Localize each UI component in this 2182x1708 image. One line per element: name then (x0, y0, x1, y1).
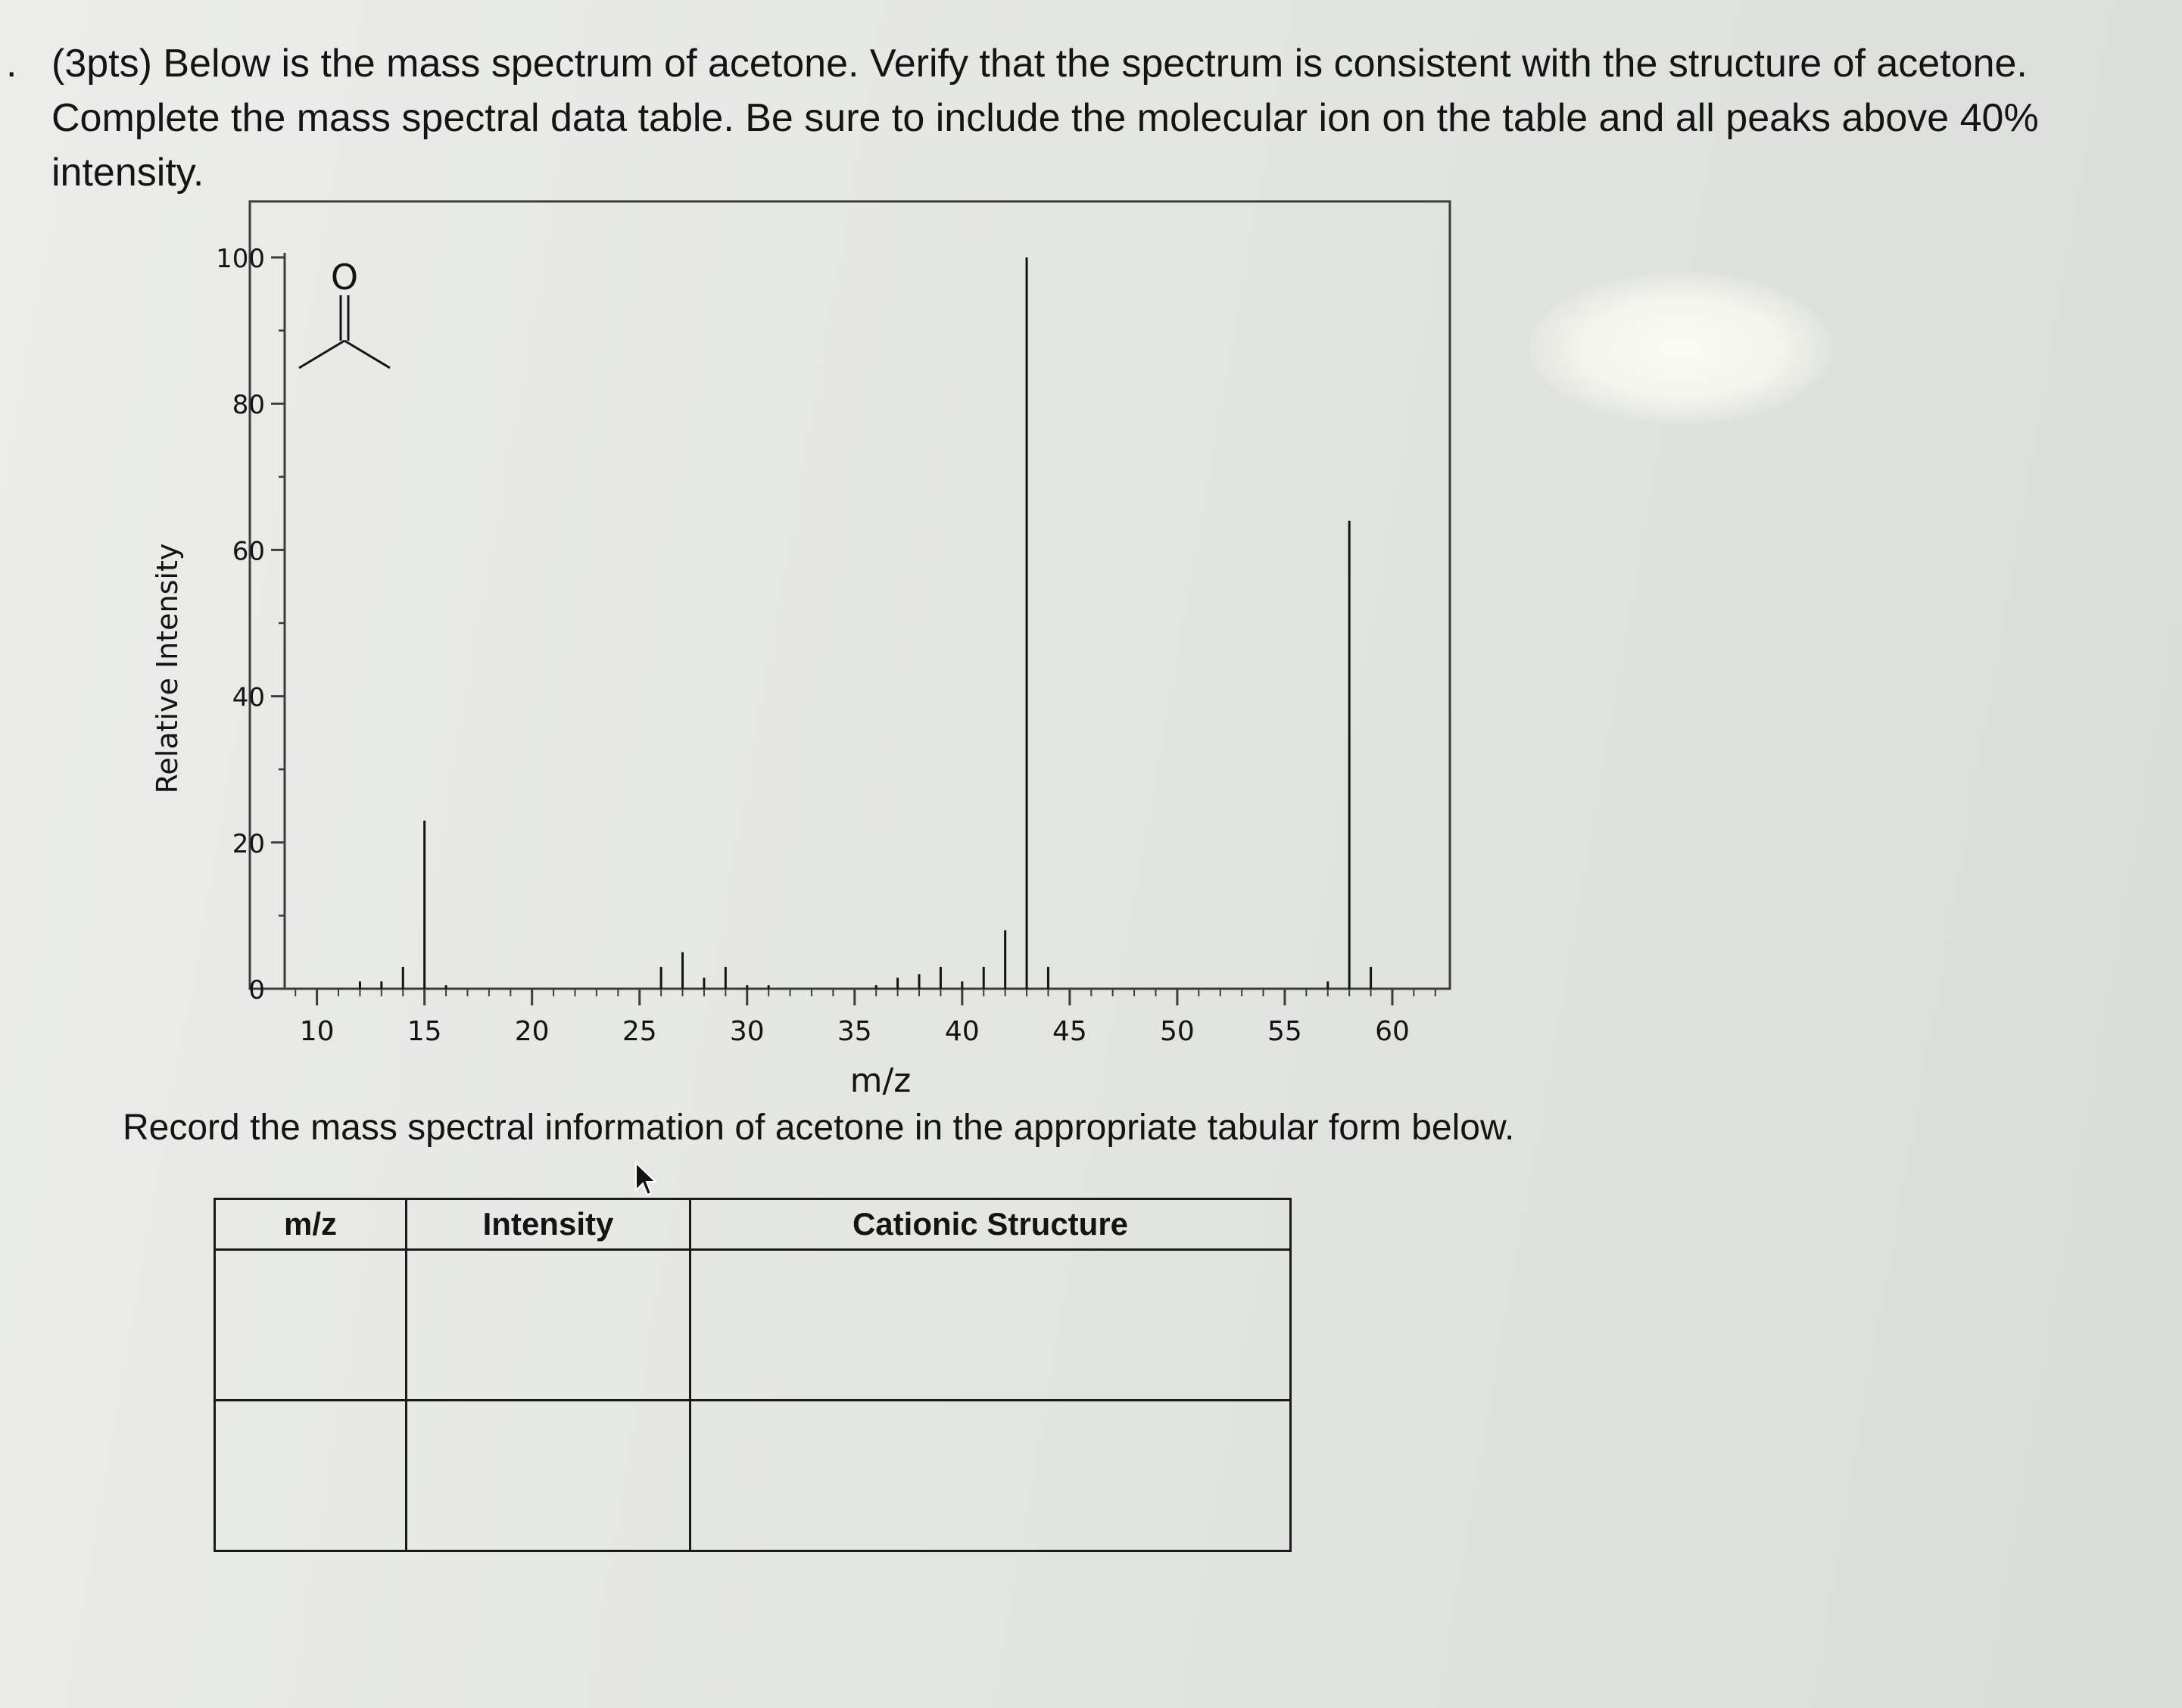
x-tick-label: 40 (944, 1016, 980, 1047)
x-tick-label: 45 (1052, 1016, 1087, 1047)
methyl-bond-right (344, 341, 390, 368)
cell-cationic-structure[interactable] (690, 1250, 1291, 1401)
x-tick-label: 50 (1160, 1016, 1195, 1047)
x-axis-title: m/z (849, 1061, 912, 1100)
mass-spectrum-chart (114, 182, 1476, 1120)
mass-spectral-data-table (214, 1198, 1292, 1552)
y-axis-title: Relative Intensity (151, 543, 184, 794)
y-tick-label: 100 (216, 244, 265, 274)
x-tick-label: 10 (299, 1016, 335, 1047)
y-tick-label: 40 (232, 682, 265, 713)
x-tick-label: 30 (729, 1016, 765, 1047)
question-text (51, 36, 2141, 200)
y-tick-label: 60 (232, 536, 265, 567)
table-header-row (215, 1199, 1291, 1250)
y-tick-label: 0 (248, 975, 265, 1005)
y-tick-label: 20 (232, 828, 265, 859)
question-line-3: intensity. (51, 151, 204, 195)
x-tick-label: 25 (622, 1016, 657, 1047)
plot-frame (250, 201, 1450, 989)
x-tick-label: 55 (1267, 1016, 1302, 1047)
x-tick-label: 60 (1375, 1016, 1410, 1047)
question-line-2: Complete the mass spectral data table. Be sure to include the molecular ion on the table and all peaks above 40% (51, 96, 2039, 140)
list-bullet: . (6, 42, 17, 86)
cell-intensity[interactable] (407, 1401, 690, 1551)
cell-mz[interactable] (215, 1250, 407, 1401)
header-mz: m/z (215, 1199, 407, 1250)
mouse-cursor-icon (634, 1161, 657, 1198)
x-tick-label: 20 (514, 1016, 550, 1047)
oxygen-atom-label: O (330, 257, 359, 298)
header-intensity: Intensity (407, 1199, 690, 1250)
cell-mz[interactable] (215, 1401, 407, 1551)
table-row (215, 1401, 1291, 1551)
x-tick-label: 15 (407, 1016, 442, 1047)
y-tick-label: 80 (232, 390, 265, 421)
x-tick-label: 35 (837, 1016, 872, 1047)
camera-glare (1529, 273, 1832, 424)
header-cationic-structure: Cationic Structure (690, 1199, 1291, 1250)
cell-cationic-structure[interactable] (690, 1401, 1291, 1551)
cell-intensity[interactable] (407, 1250, 690, 1401)
table-row (215, 1250, 1291, 1401)
instruction-text: Record the mass spectral information of acetone in the appropriate tabular form below. (123, 1108, 1515, 1148)
question-line-1: (3pts) Below is the mass spectrum of acetone. Verify that the spectrum is consistent with the structure of acetone. (51, 42, 2028, 86)
methyl-bond-left (299, 341, 344, 368)
